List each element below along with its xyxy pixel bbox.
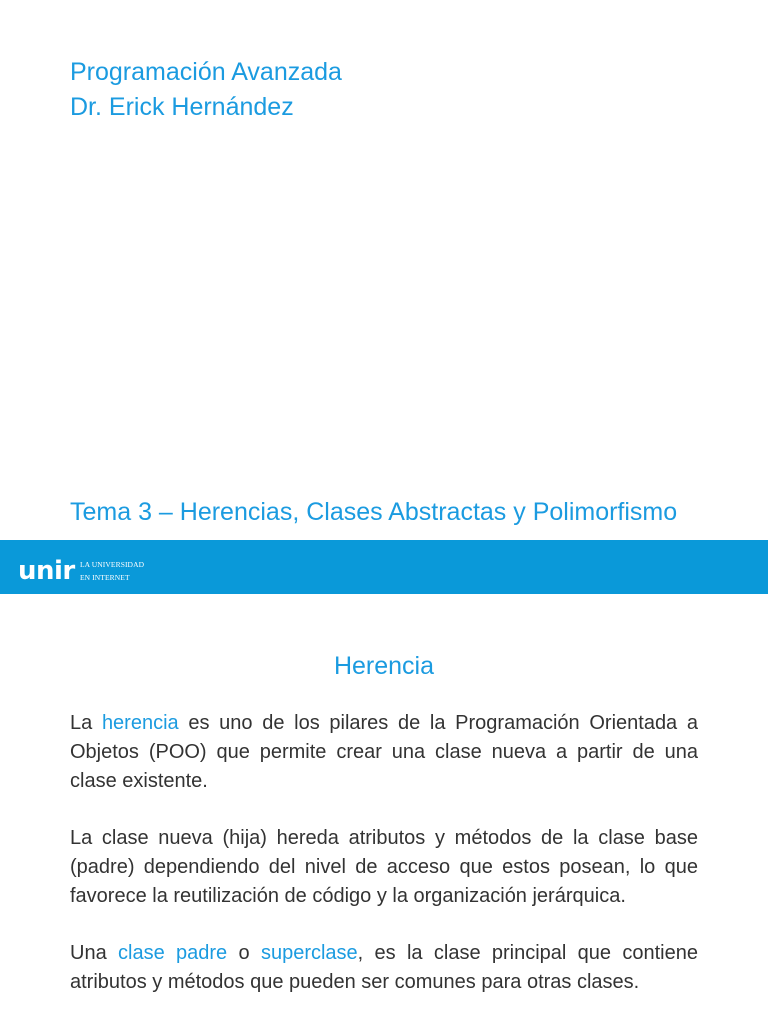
unir-banner (0, 540, 768, 594)
paragraph-inheritance (70, 824, 698, 911)
slide-heading: Herencia (333, 652, 435, 680)
unir-logo: unir (18, 556, 75, 586)
instructor-name: Dr. Erick Hernández (70, 93, 294, 121)
course-title: Programación Avanzada (70, 58, 342, 86)
logo-tagline-line2: EN INTERNET (80, 573, 130, 582)
content-slide (0, 594, 768, 1024)
text-segment: La (70, 712, 102, 734)
highlight-term: herencia (101, 712, 179, 734)
text-segment: Una (70, 942, 119, 964)
topic-title: Tema 3 – Herencias, Clases Abstractas y Polimorfismo (70, 498, 678, 526)
text-segment: o (227, 942, 261, 964)
slide-body (70, 709, 698, 1025)
paragraph-superclass (70, 939, 698, 997)
highlight-term: superclase (260, 942, 358, 964)
text-segment: La clase nueva (hija) hereda atributos y métodos de la clase base (padre) dependiendo del nivel de acceso que estos posean, lo que favorece la reutilización de código y la organización jerárquica. (70, 827, 698, 907)
highlight-term: clase padre (118, 942, 228, 964)
logo-tagline-line1: LA UNIVERSIDAD (80, 560, 145, 569)
text-segment: es uno de los pilares de la Programación Orientada a Objetos (POO) que permite crear una clase nueva a partir de una clase existente. (70, 712, 698, 792)
text-segment: , es la clase principal que contiene atributos y métodos que pueden ser comunes para otras clases. (70, 942, 698, 993)
paragraph-definition (70, 709, 698, 796)
